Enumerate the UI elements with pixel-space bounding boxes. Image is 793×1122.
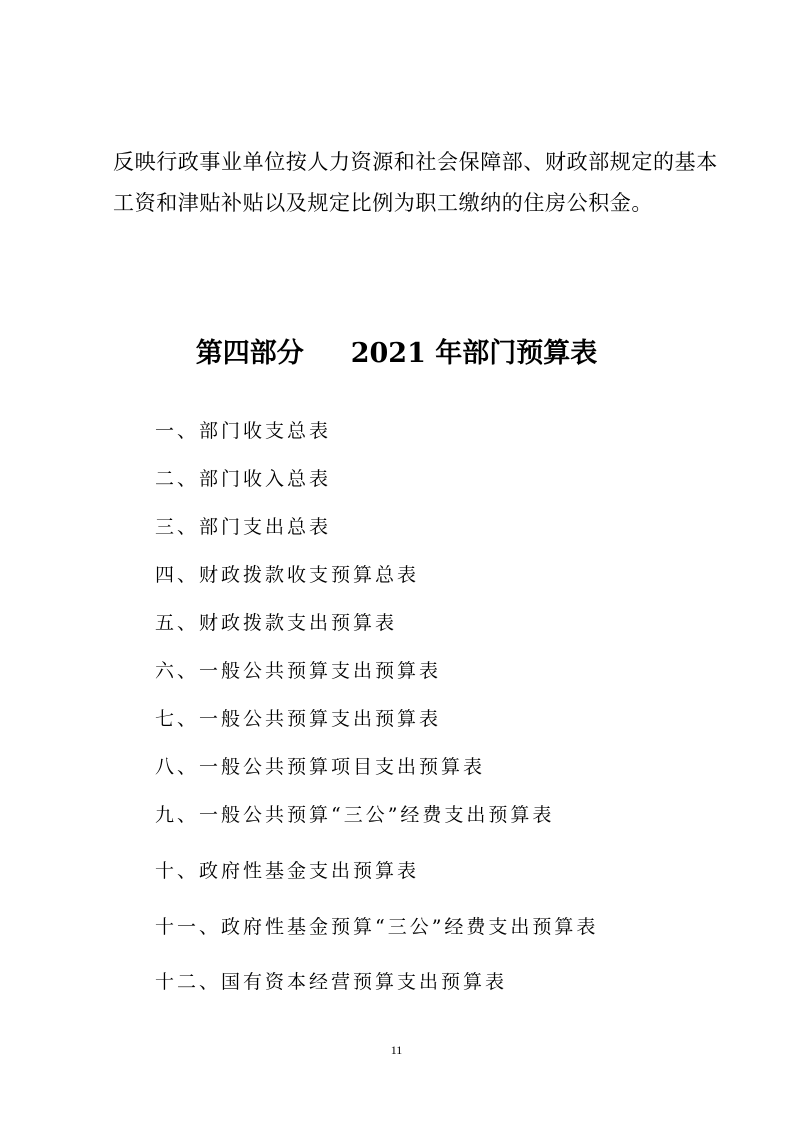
- toc-item: 六、一般公共预算支出预算表: [155, 660, 442, 682]
- intro-line-1: 反映行政事业单位按人力资源和社会保障部、财政部规定的基本: [113, 150, 718, 174]
- section-part-label: 第四部分: [195, 338, 304, 369]
- section-title: [0, 340, 793, 367]
- toc-item: 五、财政拨款支出预算表: [155, 612, 398, 634]
- section-title-text: 2021 年部门预算表: [350, 338, 598, 369]
- toc-item: 二、部门收入总表: [155, 468, 332, 490]
- toc-item: 一、部门收支总表: [155, 420, 332, 442]
- toc-item: 三、部门支出总表: [155, 516, 332, 538]
- intro-line-2: 工资和津贴补贴以及规定比例为职工缴纳的住房公积金。: [113, 191, 653, 215]
- toc-item: 八、一般公共预算项目支出预算表: [155, 756, 486, 778]
- toc-item: 十一、政府性基金预算“三公”经费支出预算表: [155, 916, 599, 938]
- toc-item: 七、一般公共预算支出预算表: [155, 708, 442, 730]
- toc-item: 九、一般公共预算“三公”经费支出预算表: [155, 804, 555, 826]
- toc-item: 四、财政拨款收支预算总表: [155, 564, 420, 586]
- toc-item: 十二、国有资本经营预算支出预算表: [155, 971, 508, 993]
- page-number: 11: [390, 1043, 403, 1057]
- toc-item: 十、政府性基金支出预算表: [155, 860, 420, 882]
